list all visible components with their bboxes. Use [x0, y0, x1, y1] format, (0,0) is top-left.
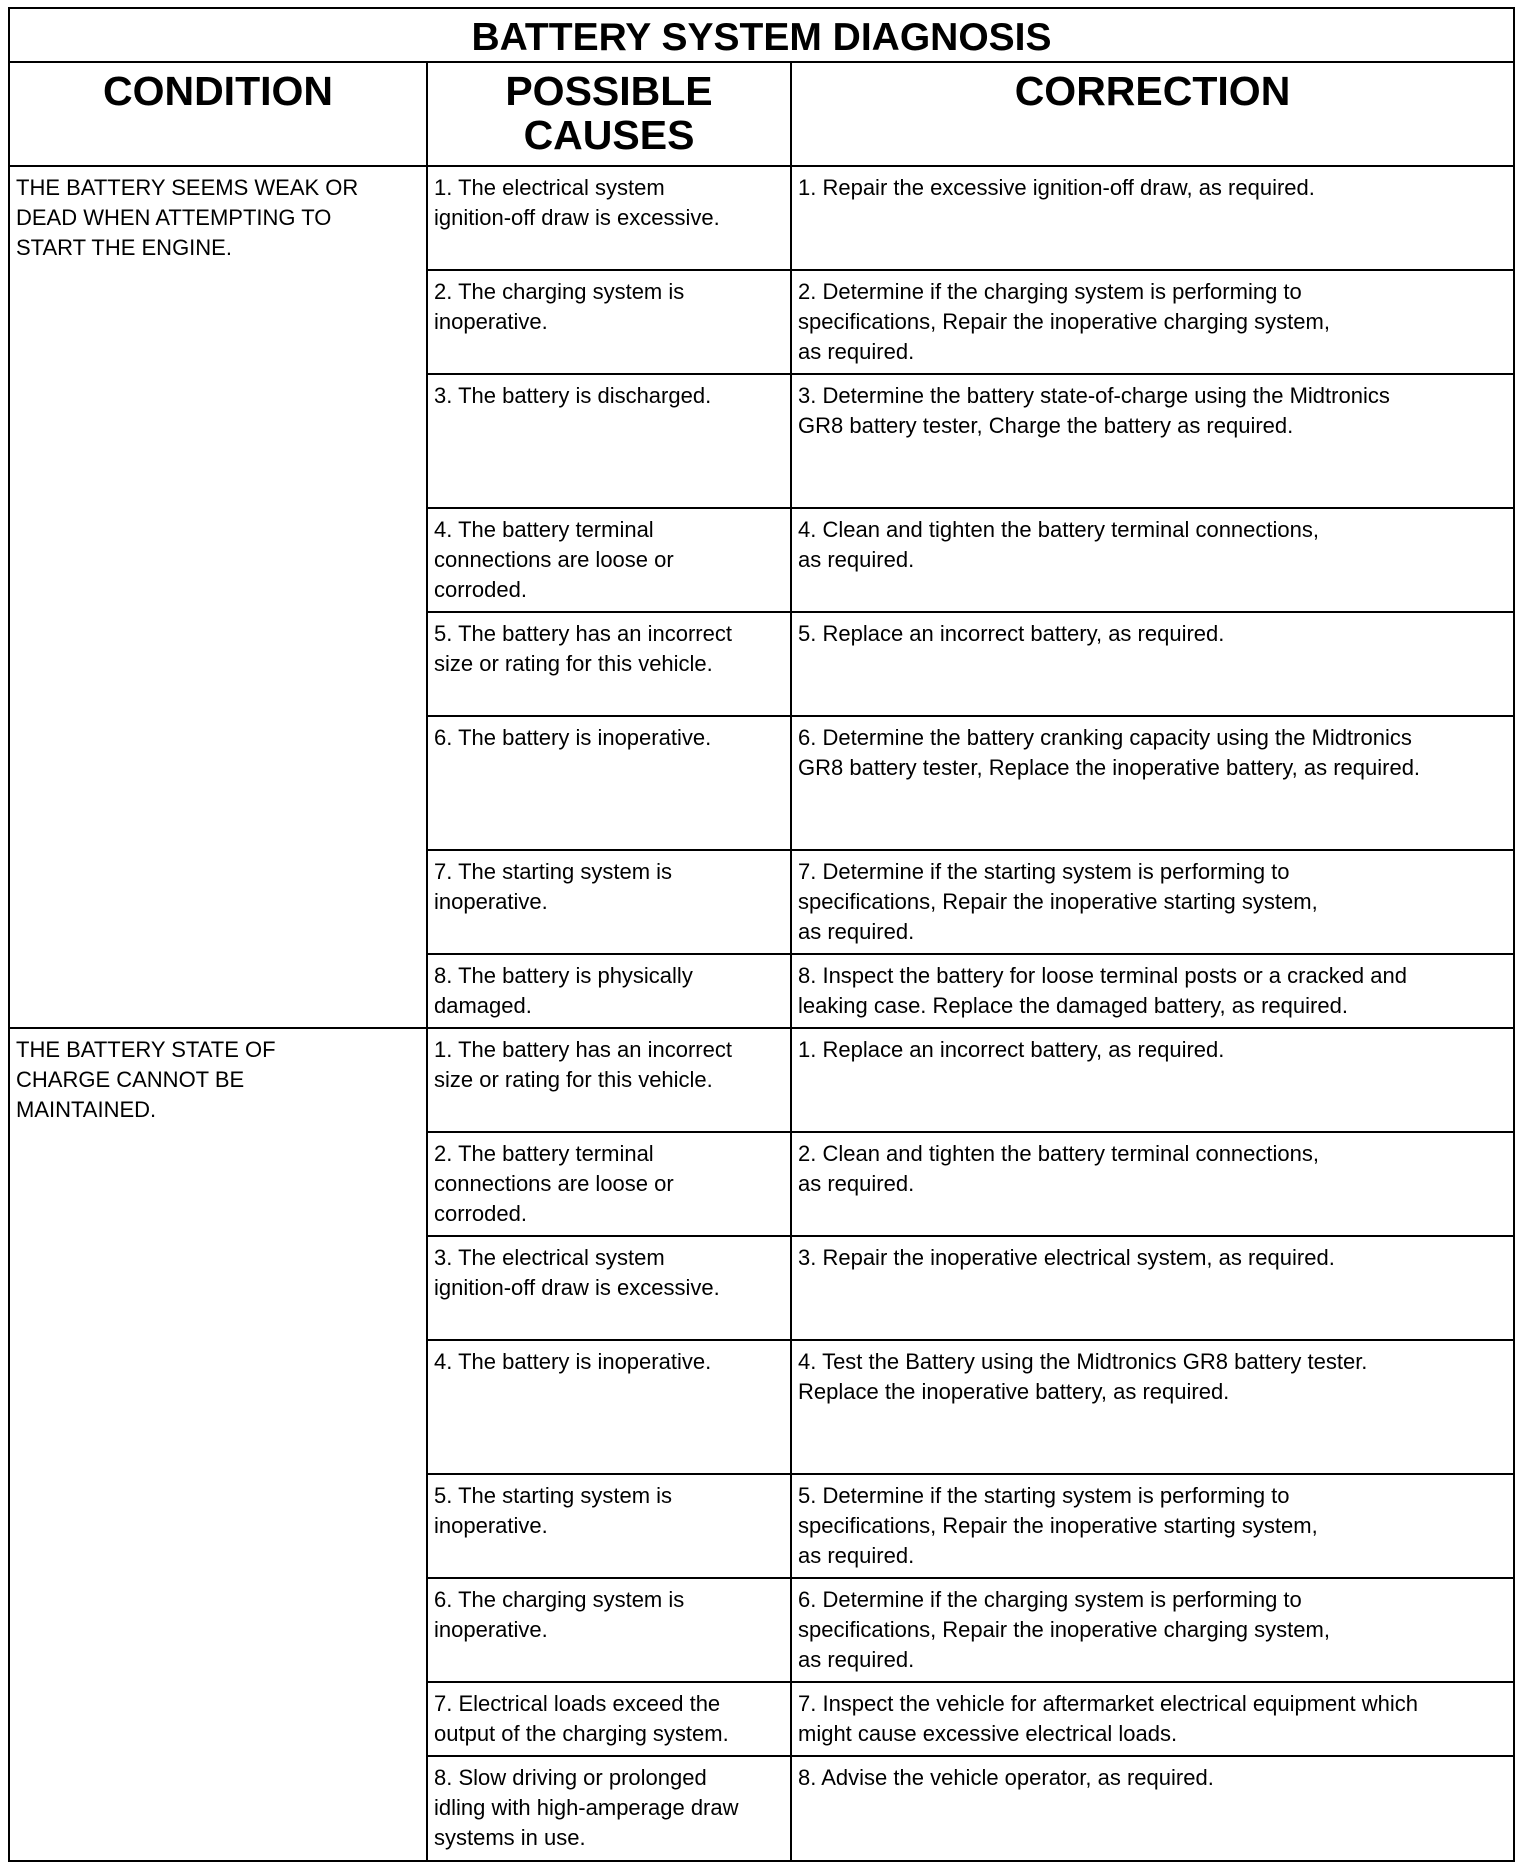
- condition-cell: [9, 1028, 427, 1861]
- correction-text: 4. Clean and tighten the battery terminal connections, as required.: [798, 517, 1319, 572]
- cause-text: 7. The starting system is inoperative.: [434, 859, 673, 914]
- cause-cell: [427, 1132, 791, 1236]
- cause-cell: [427, 1028, 791, 1132]
- header-correction: CORRECTION: [791, 62, 1514, 166]
- header-condition: CONDITION: [9, 62, 427, 166]
- cause-text: 1. The electrical system ignition-off draw is excessive.: [434, 175, 720, 230]
- cause-text: 4. The battery is inoperative.: [434, 1349, 712, 1374]
- cause-text: 5. The starting system is inoperative.: [434, 1483, 673, 1538]
- cause-text: 8. The battery is physically damaged.: [434, 963, 693, 1018]
- cause-cell: [427, 508, 791, 612]
- correction-text: 6. Determine if the charging system is performing to specifications, Repair the inoperative charging system, as required.: [798, 1587, 1330, 1672]
- cause-text: 3. The battery is discharged.: [434, 383, 712, 408]
- correction-text: 7. Determine if the starting system is performing to specifications, Repair the inoperative starting system, as required.: [798, 859, 1318, 944]
- correction-text: 2. Determine if the charging system is performing to specifications, Repair the inoperative charging system, as required.: [798, 279, 1330, 364]
- cause-text: 3. The electrical system ignition-off draw is excessive.: [434, 1245, 720, 1300]
- condition-cell: [9, 166, 427, 1028]
- cause-cell: [427, 612, 791, 716]
- correction-text: 3. Determine the battery state-of-charge using the Midtronics GR8 battery tester, Charge the battery as required.: [798, 383, 1390, 438]
- correction-cell: [791, 954, 1514, 1028]
- table-body: [9, 166, 1514, 1861]
- correction-cell: [791, 374, 1514, 508]
- correction-cell: [791, 166, 1514, 270]
- table-row: [9, 166, 1514, 270]
- condition-text: THE BATTERY SEEMS WEAK OR DEAD WHEN ATTEMPTING TO START THE ENGINE.: [16, 175, 359, 260]
- correction-text: 6. Determine the battery cranking capacity using the Midtronics GR8 battery tester, Replace the inoperative battery, as required.: [798, 725, 1421, 780]
- correction-text: 3. Repair the inoperative electrical system, as required.: [798, 1245, 1335, 1270]
- correction-text: 2. Clean and tighten the battery terminal connections, as required.: [798, 1141, 1319, 1196]
- cause-cell: [427, 850, 791, 954]
- correction-text: 7. Inspect the vehicle for aftermarket electrical equipment which might cause excessive electrical loads.: [798, 1691, 1418, 1746]
- correction-text: 5. Replace an incorrect battery, as required.: [798, 621, 1225, 646]
- cause-text: 1. The battery has an incorrect size or rating for this vehicle.: [434, 1037, 732, 1092]
- correction-cell: [791, 1756, 1514, 1861]
- correction-cell: [791, 716, 1514, 850]
- cause-cell: [427, 270, 791, 374]
- cause-cell: [427, 1756, 791, 1861]
- correction-cell: [791, 1236, 1514, 1340]
- correction-text: 5. Determine if the starting system is performing to specifications, Repair the inoperative starting system, as required.: [798, 1483, 1318, 1568]
- cause-cell: [427, 166, 791, 270]
- correction-cell: [791, 1578, 1514, 1682]
- cause-cell: [427, 374, 791, 508]
- cause-cell: [427, 716, 791, 850]
- correction-cell: [791, 1682, 1514, 1756]
- diagnosis-table: [8, 7, 1515, 1862]
- correction-text: 8. Advise the vehicle operator, as required.: [798, 1765, 1214, 1790]
- correction-cell: [791, 508, 1514, 612]
- cause-text: 6. The charging system is inoperative.: [434, 1587, 685, 1642]
- cause-text: 5. The battery has an incorrect size or rating for this vehicle.: [434, 621, 732, 676]
- cause-cell: [427, 1474, 791, 1578]
- correction-cell: [791, 1474, 1514, 1578]
- cause-text: 8. Slow driving or prolonged idling with high-amperage draw systems in use.: [434, 1765, 739, 1850]
- cause-cell: [427, 1340, 791, 1474]
- correction-cell: [791, 270, 1514, 374]
- correction-cell: [791, 1340, 1514, 1474]
- cause-cell: [427, 1682, 791, 1756]
- correction-cell: [791, 850, 1514, 954]
- title-row: [9, 8, 1514, 62]
- cause-cell: [427, 1578, 791, 1682]
- condition-text: THE BATTERY STATE OF CHARGE CANNOT BE MAINTAINED.: [16, 1037, 276, 1122]
- cause-cell: [427, 954, 791, 1028]
- header-causes: POSSIBLE CAUSES: [427, 62, 791, 166]
- cause-text: 2. The battery terminal connections are loose or corroded.: [434, 1141, 674, 1226]
- cause-text: 4. The battery terminal connections are loose or corroded.: [434, 517, 674, 602]
- cause-cell: [427, 1236, 791, 1340]
- table-row: [9, 1028, 1514, 1132]
- correction-cell: [791, 1028, 1514, 1132]
- correction-text: 4. Test the Battery using the Midtronics GR8 battery tester. Replace the inoperative battery, as required.: [798, 1349, 1368, 1404]
- correction-cell: [791, 612, 1514, 716]
- cause-text: 6. The battery is inoperative.: [434, 725, 712, 750]
- header-row: [9, 62, 1514, 166]
- correction-text: 8. Inspect the battery for loose terminal posts or a cracked and leaking case. Replace the damaged battery, as required.: [798, 963, 1407, 1018]
- cause-text: 7. Electrical loads exceed the output of the charging system.: [434, 1691, 729, 1746]
- correction-text: 1. Repair the excessive ignition-off draw, as required.: [798, 175, 1315, 200]
- cause-text: 2. The charging system is inoperative.: [434, 279, 685, 334]
- correction-cell: [791, 1132, 1514, 1236]
- page-title: BATTERY SYSTEM DIAGNOSIS: [9, 8, 1514, 62]
- correction-text: 1. Replace an incorrect battery, as required.: [798, 1037, 1225, 1062]
